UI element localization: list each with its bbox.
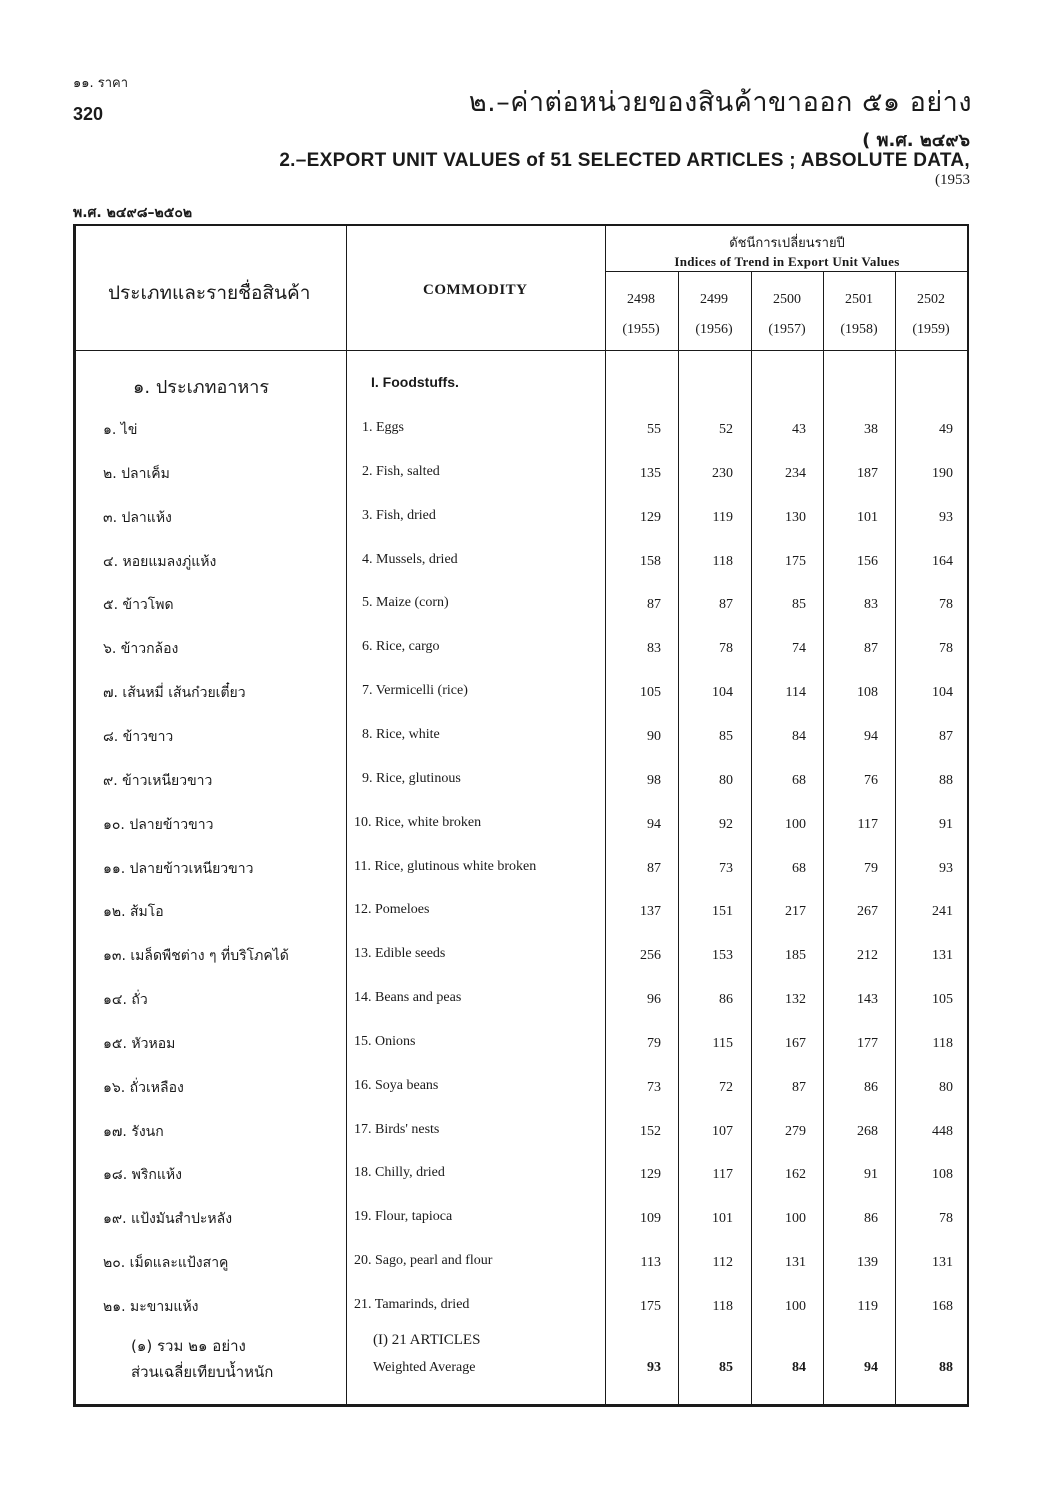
row-value-2500: 100: [785, 1299, 806, 1314]
table-top-rule: [73, 224, 969, 226]
row-value-2498: 129: [640, 510, 661, 525]
row-commodity: 16. Soya beans: [354, 1078, 439, 1093]
row-value-2499: 118: [712, 1299, 733, 1314]
row-value-2500: 100: [785, 817, 806, 832]
index-header-thai: ดัชนีการเปลี่ยนรายปี: [729, 236, 845, 251]
row-value-2498: 94: [647, 817, 661, 832]
row-value-2501: 117: [857, 817, 878, 832]
row-value-2498: 105: [640, 685, 661, 700]
row-thai-name: ๑๙. แป้งมันสำปะหลัง: [103, 1211, 233, 1227]
row-commodity: 21. Tamarinds, dried: [354, 1297, 470, 1312]
row-value-2500: 131: [785, 1255, 806, 1270]
total-value-2498: 93: [647, 1360, 661, 1375]
row-value-2498: 98: [647, 773, 661, 788]
year-ce-4: (1959): [912, 322, 950, 337]
row-value-2502: 80: [939, 1080, 953, 1095]
table-left-rule: [73, 224, 76, 1406]
row-thai-name: ๖. ข้าวกล้อง: [103, 641, 179, 657]
row-value-2500: 130: [785, 510, 806, 525]
row-value-2499: 80: [719, 773, 733, 788]
total-thai-line2: ส่วนเฉลี่ยเทียบน้ำหนัก: [131, 1363, 274, 1381]
row-value-2498: 113: [640, 1255, 661, 1270]
row-value-2499: 107: [712, 1124, 733, 1139]
year-ce-2: (1957): [768, 322, 806, 337]
row-commodity: 19. Flour, tapioca: [354, 1209, 453, 1224]
year-ce-1: (1956): [695, 322, 733, 337]
row-value-2501: 94: [864, 729, 878, 744]
year-be-0: 2498: [627, 292, 655, 307]
row-value-2498: 87: [647, 861, 661, 876]
row-commodity: 12. Pomeloes: [354, 902, 430, 917]
page-number: 320: [73, 104, 104, 124]
row-value-2500: 234: [785, 466, 806, 481]
row-value-2499: 153: [712, 948, 733, 963]
row-value-2502: 241: [932, 904, 953, 919]
row-value-2502: 131: [932, 1255, 953, 1270]
row-thai-name: ๑๐. ปลายข้าวขาว: [103, 817, 214, 833]
row-thai-name: ๙. ข้าวเหนียวขาว: [103, 773, 213, 789]
row-value-2502: 104: [932, 685, 953, 700]
row-value-2500: 74: [792, 641, 806, 656]
row-thai-name: ๒๐. เม็ดและแป้งสาคู: [103, 1255, 229, 1271]
row-value-2499: 87: [719, 597, 733, 612]
thai-subtitle: ( พ.ศ. ๒๔๙๖: [862, 130, 970, 151]
year-be-3: 2501: [845, 292, 873, 307]
row-thai-name: ๘. ข้าวขาว: [103, 729, 174, 745]
row-value-2498: 152: [640, 1124, 661, 1139]
row-thai-name: ๑๑. ปลายข้าวเหนียวขาว: [103, 861, 254, 877]
row-value-2502: 88: [939, 773, 953, 788]
row-value-2499: 78: [719, 641, 733, 656]
row-commodity: 10. Rice, white broken: [354, 815, 482, 830]
row-value-2500: 132: [785, 992, 806, 1007]
row-value-2499: 119: [712, 510, 733, 525]
row-value-2498: 87: [647, 597, 661, 612]
row-value-2499: 230: [712, 466, 733, 481]
row-value-2500: 85: [792, 597, 806, 612]
row-value-2502: 91: [939, 817, 953, 832]
table-bottom-rule: [73, 1404, 969, 1407]
col-divider-6: [895, 271, 896, 1406]
row-value-2500: 100: [785, 1211, 806, 1226]
row-value-2499: 115: [712, 1036, 733, 1051]
row-value-2500: 87: [792, 1080, 806, 1095]
row-value-2502: 164: [932, 554, 953, 569]
row-value-2501: 212: [857, 948, 878, 963]
row-value-2498: 135: [640, 466, 661, 481]
row-commodity: 7. Vermicelli (rice): [362, 683, 468, 698]
section-heading-english: I. Foodstuffs.: [371, 374, 459, 390]
row-value-2499: 92: [719, 817, 733, 832]
row-value-2501: 108: [857, 685, 878, 700]
row-value-2498: 73: [647, 1080, 661, 1095]
row-value-2500: 167: [785, 1036, 806, 1051]
row-value-2499: 117: [712, 1167, 733, 1182]
row-value-2502: 78: [939, 641, 953, 656]
row-thai-name: ๑๕. หัวหอม: [103, 1036, 176, 1052]
header-rule: [73, 350, 969, 351]
row-value-2501: 76: [864, 773, 878, 788]
row-thai-name: ๑๘. พริกแห้ง: [103, 1167, 182, 1183]
row-thai-name: ๑๒. ส้มโอ: [103, 904, 164, 920]
row-value-2500: 68: [792, 773, 806, 788]
row-thai-name: ๑๖. ถั่วเหลือง: [103, 1080, 184, 1096]
year-ce-3: (1958): [840, 322, 878, 337]
row-value-2500: 68: [792, 861, 806, 876]
row-value-2500: 162: [785, 1167, 806, 1182]
year-ce-0: (1955): [622, 322, 660, 337]
row-commodity: 11. Rice, glutinous white broken: [354, 859, 537, 874]
row-commodity: 6. Rice, cargo: [362, 639, 440, 654]
index-subheader-rule: [605, 271, 969, 272]
row-value-2501: 267: [857, 904, 878, 919]
row-commodity: 9. Rice, glutinous: [362, 771, 461, 786]
col-divider-2: [605, 224, 606, 1406]
row-value-2499: 52: [719, 422, 733, 437]
data-table: [73, 224, 969, 1406]
row-value-2499: 85: [719, 729, 733, 744]
row-value-2500: 84: [792, 729, 806, 744]
row-value-2500: 43: [792, 422, 806, 437]
row-commodity: 17. Birds' nests: [354, 1122, 440, 1137]
row-value-2502: 93: [939, 510, 953, 525]
table-right-rule: [967, 224, 969, 1406]
english-title: 2.–EXPORT UNIT VALUES of 51 SELECTED ARTICLES ; ABSOLUTE DATA,: [279, 150, 970, 171]
row-value-2498: 129: [640, 1167, 661, 1182]
row-value-2499: 86: [719, 992, 733, 1007]
row-value-2502: 108: [932, 1167, 953, 1182]
total-value-2502: 88: [939, 1360, 953, 1375]
row-commodity: 8. Rice, white: [362, 727, 440, 742]
year-be-2: 2500: [773, 292, 801, 307]
row-thai-name: ๑๗. รังนก: [103, 1124, 164, 1140]
english-years: (1953: [935, 172, 970, 188]
row-commodity: 18. Chilly, dried: [354, 1165, 445, 1180]
row-value-2499: 101: [712, 1211, 733, 1226]
row-value-2498: 79: [647, 1036, 661, 1051]
row-value-2501: 83: [864, 597, 878, 612]
row-value-2501: 101: [857, 510, 878, 525]
total-value-2500: 84: [792, 1360, 806, 1375]
row-value-2498: 55: [647, 422, 661, 437]
row-value-2500: 175: [785, 554, 806, 569]
row-value-2498: 158: [640, 554, 661, 569]
row-value-2502: 93: [939, 861, 953, 876]
col-divider-4: [751, 271, 752, 1406]
row-commodity: 20. Sago, pearl and flour: [354, 1253, 493, 1268]
total-english-line1: (I) 21 ARTICLES: [373, 1332, 481, 1348]
row-value-2498: 90: [647, 729, 661, 744]
row-value-2502: 78: [939, 1211, 953, 1226]
row-value-2502: 190: [932, 466, 953, 481]
row-commodity: 3. Fish, dried: [362, 508, 436, 523]
row-value-2499: 118: [712, 554, 733, 569]
thai-title: ๒.–ค่าต่อหน่วยของสินค้าขาออก ๕๑ อย่าง: [468, 87, 972, 118]
row-value-2502: 168: [932, 1299, 953, 1314]
row-commodity: 5. Maize (corn): [362, 595, 449, 610]
row-commodity: 2. Fish, salted: [362, 464, 440, 479]
row-thai-name: ๒๑. มะขามแห้ง: [103, 1299, 199, 1315]
total-thai-line1: (๑) รวม ๒๑ อย่าง: [131, 1337, 246, 1355]
col-divider-5: [823, 271, 824, 1406]
row-value-2499: 112: [712, 1255, 733, 1270]
row-value-2501: 119: [857, 1299, 878, 1314]
row-value-2499: 151: [712, 904, 733, 919]
index-header-english: Indices of Trend in Export Unit Values: [674, 254, 900, 269]
row-value-2500: 279: [785, 1124, 806, 1139]
col-divider-3: [678, 271, 679, 1406]
row-commodity: 1. Eggs: [362, 420, 404, 435]
row-commodity: 4. Mussels, dried: [362, 552, 458, 567]
row-value-2501: 91: [864, 1167, 878, 1182]
row-value-2501: 187: [857, 466, 878, 481]
row-value-2501: 86: [864, 1080, 878, 1095]
total-english-line2: Weighted Average: [373, 1360, 476, 1375]
row-value-2498: 256: [640, 948, 661, 963]
row-value-2500: 217: [785, 904, 806, 919]
row-thai-name: ๓. ปลาแห้ง: [103, 510, 172, 526]
row-value-2501: 177: [857, 1036, 878, 1051]
row-value-2500: 185: [785, 948, 806, 963]
year-be-4: 2502: [917, 292, 945, 307]
row-value-2502: 105: [932, 992, 953, 1007]
row-value-2500: 114: [785, 685, 806, 700]
section-heading-thai: ๑. ประเภทอาหาร: [133, 377, 270, 398]
row-value-2501: 86: [864, 1211, 878, 1226]
row-value-2499: 104: [712, 685, 733, 700]
row-value-2502: 87: [939, 729, 953, 744]
row-commodity: 13. Edible seeds: [354, 946, 446, 961]
row-thai-name: ๑. ไข่: [103, 422, 138, 438]
row-thai-name: ๗. เส้นหมี่ เส้นก๋วยเตี๋ยว: [103, 685, 246, 701]
row-value-2499: 72: [719, 1080, 733, 1095]
row-value-2498: 96: [647, 992, 661, 1007]
row-value-2498: 137: [640, 904, 661, 919]
row-value-2502: 448: [932, 1124, 953, 1139]
row-commodity: 15. Onions: [354, 1034, 416, 1049]
row-value-2502: 49: [939, 422, 953, 437]
row-value-2502: 131: [932, 948, 953, 963]
row-value-2501: 38: [864, 422, 878, 437]
row-commodity: 14. Beans and peas: [354, 990, 462, 1005]
year-be-1: 2499: [700, 292, 728, 307]
row-value-2501: 87: [864, 641, 878, 656]
row-value-2498: 175: [640, 1299, 661, 1314]
total-value-2501: 94: [864, 1360, 878, 1375]
row-value-2501: 156: [857, 554, 878, 569]
row-thai-name: ๒. ปลาเค็ม: [103, 466, 170, 482]
row-value-2502: 118: [932, 1036, 953, 1051]
row-thai-name: ๕. ข้าวโพด: [103, 597, 174, 613]
row-value-2501: 268: [857, 1124, 878, 1139]
row-thai-name: ๑๔. ถั่ว: [103, 992, 148, 1008]
row-thai-name: ๔. หอยแมลงภู่แห้ง: [103, 554, 217, 570]
corner-label: ๑๑. ราคา: [73, 76, 129, 91]
row-thai-name: ๑๓. เมล็ดพืชต่าง ๆ ที่บริโภคได้: [103, 948, 289, 964]
col-divider-1: [346, 224, 347, 1406]
row-value-2502: 78: [939, 597, 953, 612]
row-value-2501: 79: [864, 861, 878, 876]
row-value-2499: 73: [719, 861, 733, 876]
row-value-2501: 139: [857, 1255, 878, 1270]
row-value-2501: 143: [857, 992, 878, 1007]
range-label: พ.ศ. ๒๔๙๘–๒๕๐๒: [73, 205, 193, 221]
col-header-commodity: COMMODITY: [423, 282, 528, 298]
total-value-2499: 85: [719, 1360, 733, 1375]
col-header-thai: ประเภทและรายชื่อสินค้า: [108, 282, 311, 304]
row-value-2498: 109: [640, 1211, 661, 1226]
row-value-2498: 83: [647, 641, 661, 656]
